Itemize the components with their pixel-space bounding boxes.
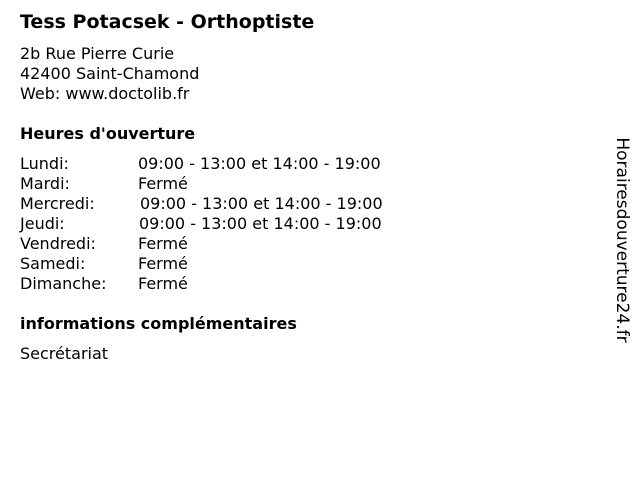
hours-heading: Heures d'ouverture <box>20 124 196 143</box>
hours-value: Fermé <box>138 234 188 253</box>
site-watermark: Horairesdouverture24.fr <box>612 137 632 343</box>
street-address: 2b Rue Pierre Curie <box>20 44 175 63</box>
page-title: Tess Potacsek - Orthoptiste <box>20 11 315 33</box>
address-block <box>20 44 199 104</box>
day-label: Samedi: <box>20 254 86 273</box>
hours-value: 09:00 - 13:00 et 14:00 - 19:00 <box>140 194 383 213</box>
website: Web: www.doctolib.fr <box>20 84 190 103</box>
day-label: Mardi: <box>20 174 70 193</box>
hours-value: Fermé <box>138 274 188 293</box>
hours-value: Fermé <box>138 174 188 193</box>
city-address: 42400 Saint-Chamond <box>20 64 200 83</box>
day-label: Jeudi: <box>20 214 65 233</box>
info-heading: informations complémentaires <box>20 314 297 333</box>
info-text: Secrétariat <box>20 344 109 363</box>
day-label: Lundi: <box>20 154 69 173</box>
hours-value: 09:00 - 13:00 et 14:00 - 19:00 <box>138 154 381 173</box>
day-label: Mercredi: <box>20 194 95 213</box>
day-label: Vendredi: <box>20 234 96 253</box>
hours-value: Fermé <box>138 254 188 273</box>
day-label: Dimanche: <box>20 274 107 293</box>
hours-value: 09:00 - 13:00 et 14:00 - 19:00 <box>139 214 382 233</box>
